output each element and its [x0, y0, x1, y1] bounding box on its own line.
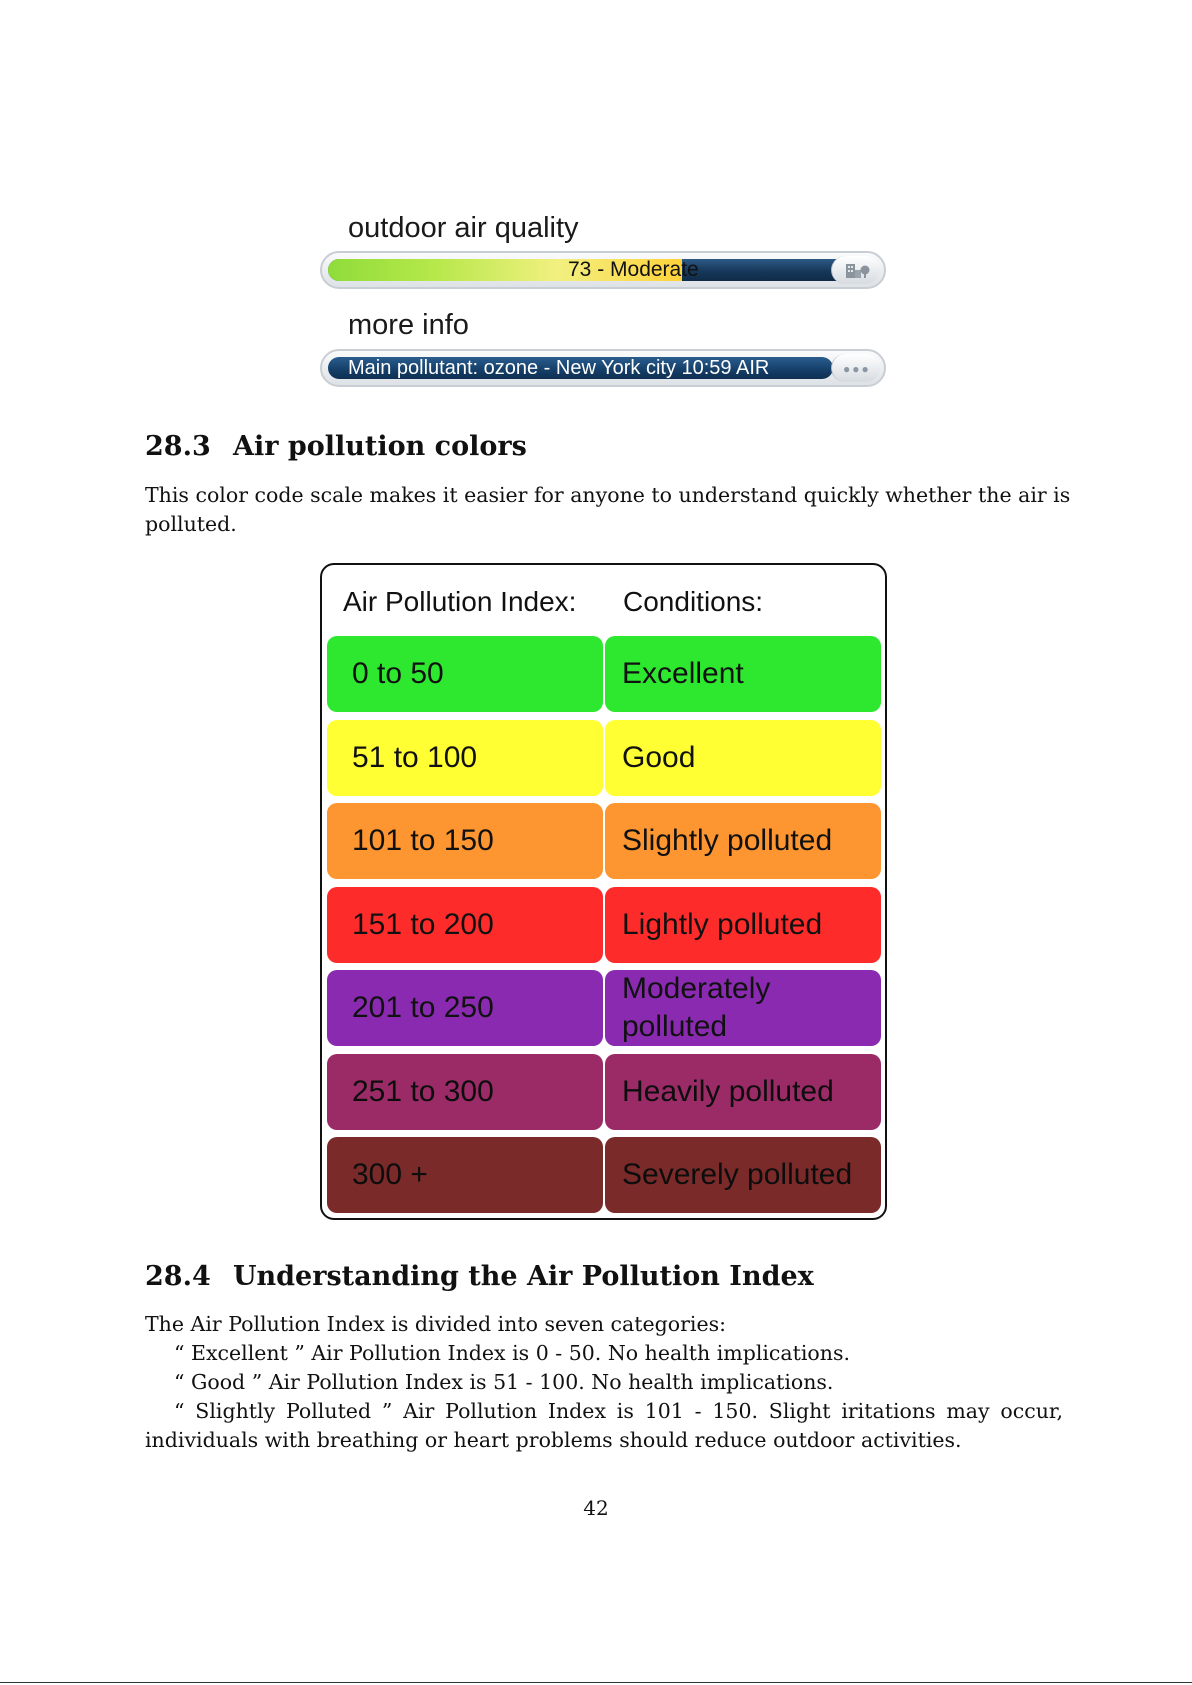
page-number: 42 — [583, 1496, 609, 1520]
api-range-cell: 101 to 150 — [327, 803, 603, 879]
ellipsis-icon: ●●● — [843, 362, 871, 376]
air-quality-reading: 73 - Moderate — [568, 259, 699, 281]
list-item: “ Slightly Polluted ” Air Pollution Index is 101 - 150. Slight iritations may occur, — [174, 1399, 1063, 1423]
more-info-label: more info — [348, 309, 469, 341]
api-range-cell: 201 to 250 — [327, 970, 603, 1046]
more-info-track — [328, 357, 833, 379]
section-number: 28.3 — [145, 431, 211, 462]
building-button[interactable] — [831, 256, 880, 284]
table-header-index: Air Pollution Index: — [343, 586, 577, 617]
page-bottom-rule — [0, 1682, 1192, 1683]
section-title: Understanding the Air Pollution Index — [233, 1261, 814, 1292]
section-heading-28-4 — [145, 1261, 814, 1292]
api-range-cell: 51 to 100 — [327, 720, 603, 796]
building-tree-icon — [844, 262, 870, 278]
section-title: Air pollution colors — [233, 431, 527, 462]
paragraph-line: The Air Pollution Index is divided into seven categories: — [145, 1312, 727, 1336]
section-number: 28.4 — [145, 1261, 211, 1292]
api-condition-cell: Heavily polluted — [605, 1054, 881, 1130]
api-condition-cell: Lightly polluted — [605, 887, 881, 963]
api-range-cell: 0 to 50 — [327, 636, 603, 712]
api-condition-cell: Moderately polluted — [605, 970, 881, 1046]
paragraph-line: This color code scale makes it easier for anyone to understand quickly whether the air is — [145, 483, 1071, 507]
section-28-3-paragraph — [145, 481, 1071, 539]
section-heading-28-3 — [145, 431, 527, 462]
more-button[interactable] — [831, 354, 880, 382]
api-condition-cell: Good — [605, 720, 881, 796]
api-range-cell: 151 to 200 — [327, 887, 603, 963]
api-condition-cell: Severely polluted — [605, 1137, 881, 1213]
air-quality-widget — [320, 210, 890, 390]
air-quality-bar — [320, 251, 886, 289]
section-28-4-text — [145, 1310, 1063, 1455]
paragraph-line: individuals with breathing or heart problems should reduce outdoor activities. — [145, 1428, 962, 1452]
more-info-bar[interactable] — [320, 349, 886, 387]
api-color-table — [320, 563, 887, 1220]
more-info-text: Main pollutant: ozone - New York city 10:59 AIR — [348, 357, 770, 379]
api-range-cell: 251 to 300 — [327, 1054, 603, 1130]
list-item: “ Good ” Air Pollution Index is 51 - 100. No health implications. — [174, 1370, 834, 1394]
air-quality-label: outdoor air quality — [348, 212, 579, 244]
api-range-cell: 300 + — [327, 1137, 603, 1213]
table-header-conditions: Conditions: — [623, 586, 764, 617]
paragraph-line: polluted. — [145, 512, 237, 536]
list-item: “ Excellent ” Air Pollution Index is 0 - 50. No health implications. — [174, 1341, 851, 1365]
api-condition-cell: Slightly polluted — [605, 803, 881, 879]
api-condition-cell: Excellent — [605, 636, 881, 712]
air-quality-track — [328, 259, 849, 281]
